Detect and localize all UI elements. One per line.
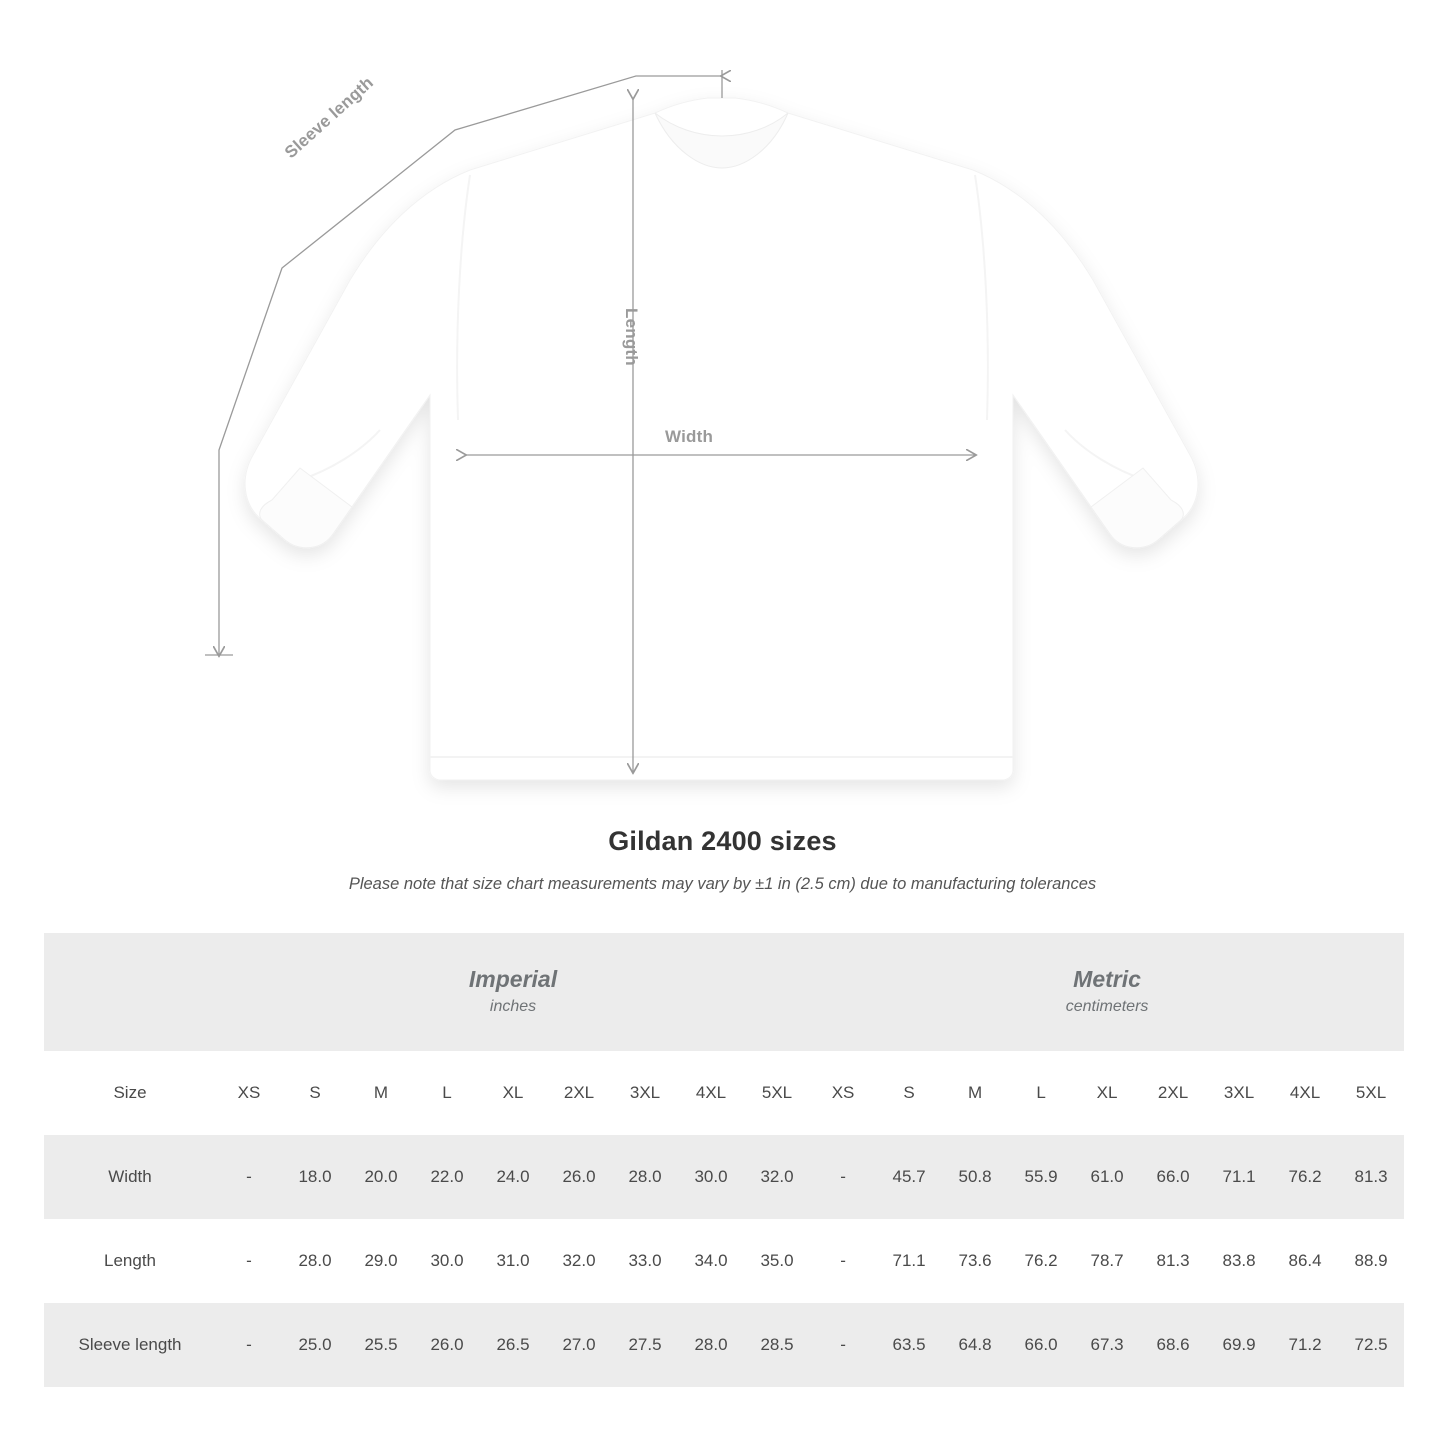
header-size: Size [44,1051,216,1135]
sleeve-length-label: Sleeve length [281,72,378,163]
cell-sleeve-imperial-3xl: 27.5 [612,1303,678,1387]
cell-width-imperial-xl: 24.0 [480,1135,546,1219]
cell-length-metric-xl: 78.7 [1074,1219,1140,1303]
cell-width-metric-2xl: 66.0 [1140,1135,1206,1219]
cell-sleeve-metric-l: 66.0 [1008,1303,1074,1387]
shirt-shape [245,98,1198,780]
cell-width-imperial-m: 20.0 [348,1135,414,1219]
row-label-width: Width [44,1135,216,1219]
header-metric-m: M [942,1051,1008,1135]
table-row [44,1219,1404,1303]
cell-sleeve-imperial-m: 25.5 [348,1303,414,1387]
length-label: Length [622,308,641,366]
cell-length-imperial-xs: - [216,1219,282,1303]
header-imperial-xl: XL [480,1051,546,1135]
cell-sleeve-metric-2xl: 68.6 [1140,1303,1206,1387]
size-chart-table [44,933,1404,1387]
cell-sleeve-imperial-5xl: 28.5 [744,1303,810,1387]
table-row [44,1135,1404,1219]
cell-length-metric-s: 71.1 [876,1219,942,1303]
cell-sleeve-metric-xl: 67.3 [1074,1303,1140,1387]
size-chart-table-wrap [44,933,1401,1387]
width-label: Width [665,427,714,446]
cell-sleeve-imperial-s: 25.0 [282,1303,348,1387]
cell-width-metric-3xl: 71.1 [1206,1135,1272,1219]
cell-sleeve-metric-3xl: 69.9 [1206,1303,1272,1387]
cell-width-imperial-4xl: 30.0 [678,1135,744,1219]
cell-width-metric-5xl: 81.3 [1338,1135,1404,1219]
header-metric-2xl: 2XL [1140,1051,1206,1135]
cell-sleeve-metric-5xl: 72.5 [1338,1303,1404,1387]
unit-group-imperial [216,933,810,1051]
header-imperial-3xl: 3XL [612,1051,678,1135]
cell-length-metric-xs: - [810,1219,876,1303]
cell-sleeve-imperial-xs: - [216,1303,282,1387]
row-label-length: Length [44,1219,216,1303]
cell-width-imperial-xs: - [216,1135,282,1219]
cell-width-imperial-s: 18.0 [282,1135,348,1219]
cell-width-metric-xs: - [810,1135,876,1219]
cell-length-imperial-3xl: 33.0 [612,1219,678,1303]
header-metric-3xl: 3XL [1206,1051,1272,1135]
header-imperial-5xl: 5XL [744,1051,810,1135]
cell-length-imperial-4xl: 34.0 [678,1219,744,1303]
tolerance-note: Please note that size chart measurements may vary by ±1 in (2.5 cm) due to manufacturing tolerances [348,875,1097,893]
header-imperial-s: S [282,1051,348,1135]
cell-length-imperial-xl: 31.0 [480,1219,546,1303]
cell-width-imperial-l: 22.0 [414,1135,480,1219]
cell-width-imperial-3xl: 28.0 [612,1135,678,1219]
size-header-row [44,1051,1404,1135]
unit-metric-sub: centimeters [1065,997,1149,1015]
header-metric-xs: XS [810,1051,876,1135]
header-metric-xl: XL [1074,1051,1140,1135]
cell-length-metric-4xl: 86.4 [1272,1219,1338,1303]
cell-width-metric-m: 50.8 [942,1135,1008,1219]
units-spacer [44,933,216,1051]
cell-length-imperial-s: 28.0 [282,1219,348,1303]
cell-sleeve-metric-xs: - [810,1303,876,1387]
cell-length-metric-l: 76.2 [1008,1219,1074,1303]
cell-width-metric-4xl: 76.2 [1272,1135,1338,1219]
header-imperial-xs: XS [216,1051,282,1135]
cell-length-imperial-2xl: 32.0 [546,1219,612,1303]
cell-length-metric-3xl: 83.8 [1206,1219,1272,1303]
header-metric-5xl: 5XL [1338,1051,1404,1135]
header-metric-4xl: 4XL [1272,1051,1338,1135]
cell-sleeve-metric-m: 64.8 [942,1303,1008,1387]
cell-width-metric-s: 45.7 [876,1135,942,1219]
header-metric-l: L [1008,1051,1074,1135]
cell-sleeve-metric-s: 63.5 [876,1303,942,1387]
cell-sleeve-metric-4xl: 71.2 [1272,1303,1338,1387]
cell-sleeve-imperial-xl: 26.5 [480,1303,546,1387]
cell-sleeve-imperial-l: 26.0 [414,1303,480,1387]
cell-length-metric-5xl: 88.9 [1338,1219,1404,1303]
header-imperial-m: M [348,1051,414,1135]
cell-width-metric-xl: 61.0 [1074,1135,1140,1219]
cell-sleeve-imperial-4xl: 28.0 [678,1303,744,1387]
cell-length-imperial-l: 30.0 [414,1219,480,1303]
unit-imperial-name: Imperial [468,965,558,992]
row-label-sleeve-length: Sleeve length [44,1303,216,1387]
unit-group-metric [810,933,1404,1051]
unit-imperial-sub: inches [489,997,537,1015]
cell-length-imperial-5xl: 35.0 [744,1219,810,1303]
header-imperial-l: L [414,1051,480,1135]
cell-width-imperial-2xl: 26.0 [546,1135,612,1219]
header-imperial-2xl: 2XL [546,1051,612,1135]
cell-length-metric-m: 73.6 [942,1219,1008,1303]
cell-length-imperial-m: 29.0 [348,1219,414,1303]
table-row [44,1303,1404,1387]
units-header-row [44,933,1404,1051]
cell-width-metric-l: 55.9 [1008,1135,1074,1219]
title-block [0,826,1445,894]
header-metric-s: S [876,1051,942,1135]
page-title: Gildan 2400 sizes [608,826,837,856]
cell-sleeve-imperial-2xl: 27.0 [546,1303,612,1387]
unit-metric-name: Metric [1073,965,1141,992]
cell-width-imperial-5xl: 32.0 [744,1135,810,1219]
cell-length-metric-2xl: 81.3 [1140,1219,1206,1303]
header-imperial-4xl: 4XL [678,1051,744,1135]
